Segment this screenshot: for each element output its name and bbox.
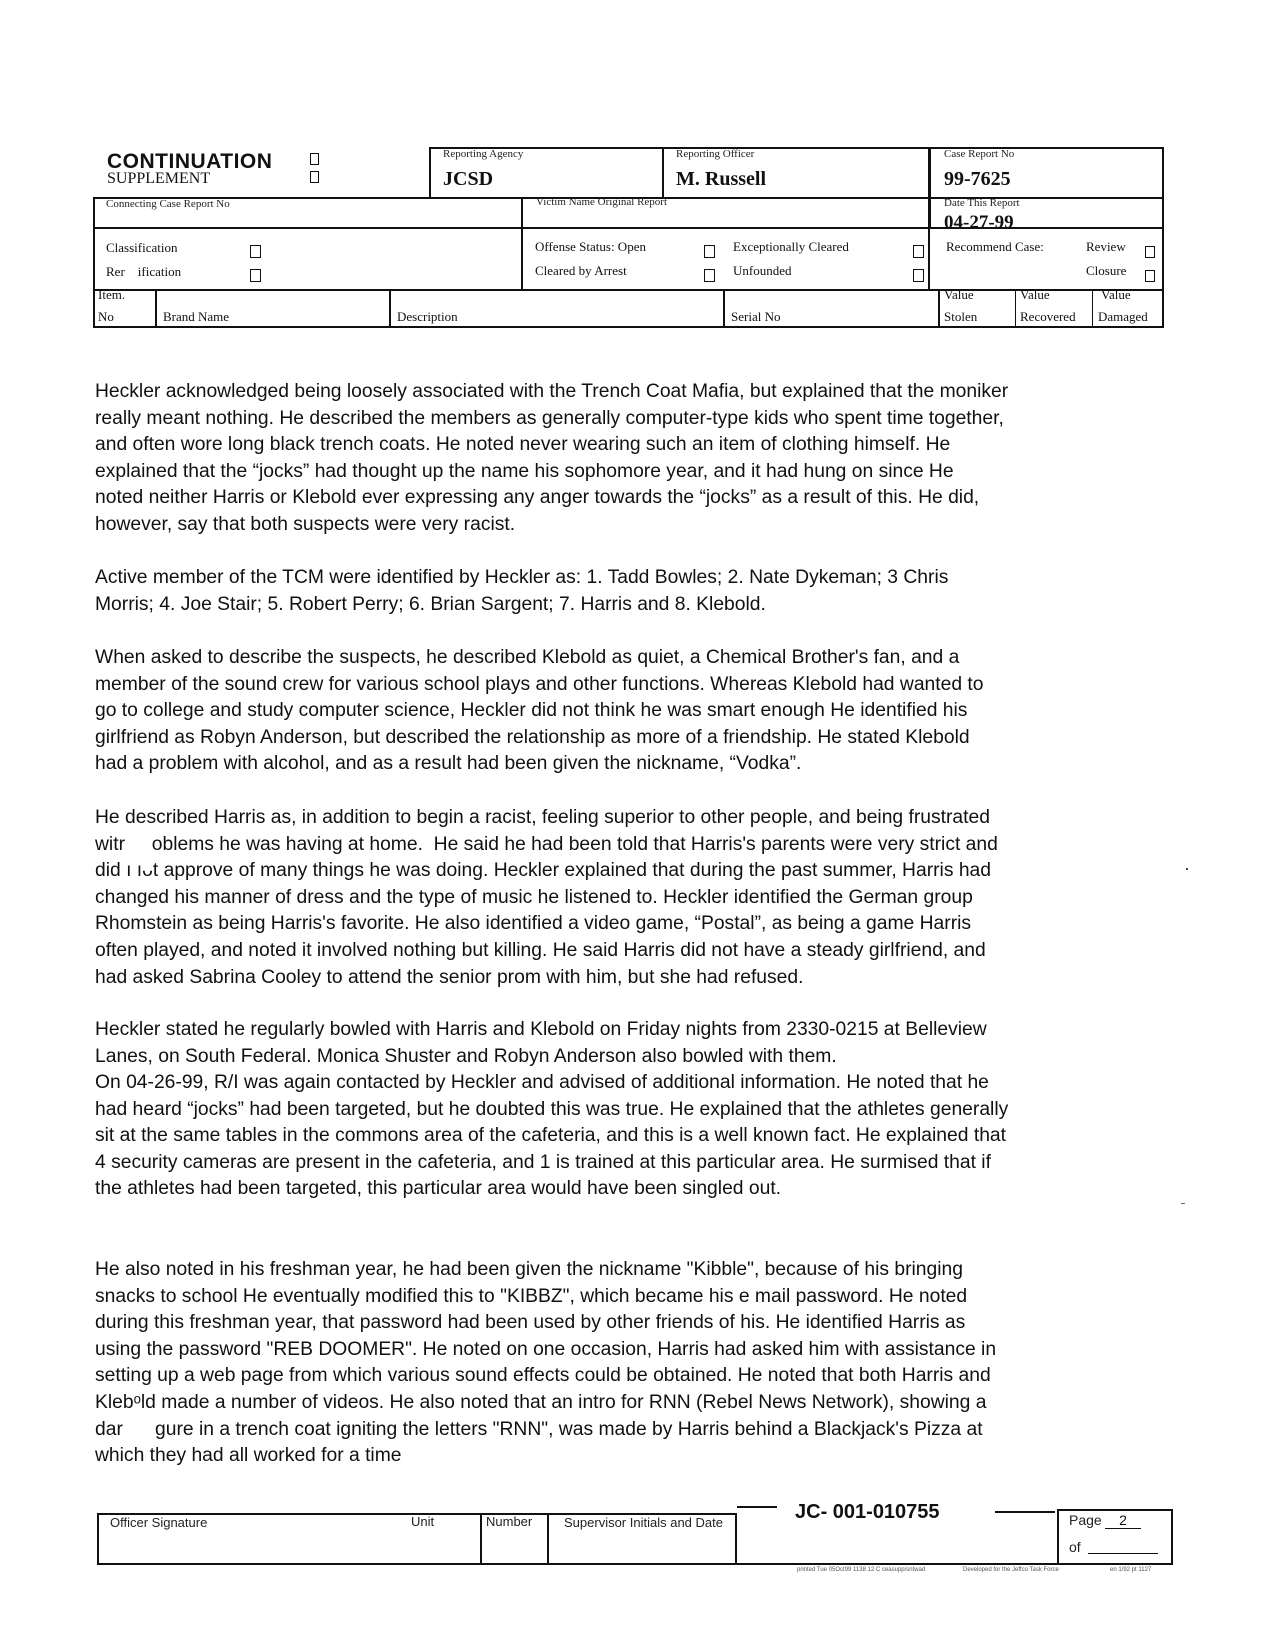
total-pages-field[interactable] bbox=[1088, 1553, 1158, 1554]
text-line: however, say that both suspects were very racist. bbox=[95, 513, 516, 535]
supplement-checkbox[interactable] bbox=[310, 171, 319, 183]
page-label: Page bbox=[1069, 1512, 1102, 1528]
connecting-case-label: Connecting Case Report No bbox=[106, 198, 230, 210]
text-line: really meant nothing. He described the members as generally computer-type kids who spent time together, bbox=[95, 407, 1004, 429]
unit-field[interactable] bbox=[405, 1535, 475, 1561]
col-item-no-line1: Item. bbox=[98, 287, 126, 302]
text-line: changed his manner of dress and the type of music he listened to. Heckler identified the German group bbox=[95, 886, 973, 908]
of-label: of bbox=[1069, 1539, 1081, 1555]
officer-signature-field[interactable] bbox=[100, 1535, 420, 1561]
supervisor-initials-field[interactable] bbox=[552, 1535, 732, 1561]
closure-label: Closure bbox=[1086, 263, 1127, 278]
text-line: Heckler stated he regularly bowled with Harris and Klebold on Friday nights from 2330-0215 at Belleview bbox=[95, 1019, 987, 1040]
text-line: On 04-26-99, R/I was again contacted by Heckler and advised of additional information. He noted that he bbox=[95, 1072, 989, 1093]
cleared-by-arrest-checkbox[interactable] bbox=[704, 269, 715, 282]
cleared-by-arrest-label: Cleared by Arrest bbox=[535, 263, 627, 278]
case-report-no-value: 99-7625 bbox=[944, 168, 1011, 190]
supervisor-initials-label: Supervisor Initials and Date bbox=[564, 1515, 723, 1530]
unfounded-label: Unfounded bbox=[733, 263, 792, 278]
text-line: and often wore long black trench coats. He noted never wearing such an item of clothing himself. He bbox=[95, 434, 951, 456]
date-this-report-label: Date This Report bbox=[944, 197, 1020, 209]
text-line: Rhomstein as being Harris's favorite. He also identified a video game, “Postal”, as being a game Harris bbox=[95, 913, 972, 935]
exceptionally-cleared-checkbox[interactable] bbox=[913, 245, 924, 258]
paragraph-tcm-association bbox=[95, 379, 1008, 539]
fine-print-printed: printed Tue 05Oct99 1138 12 C ceasupp/sntwad bbox=[797, 1567, 926, 1573]
text-line: during this freshman year, that password had been used by other friends of his. He identified Harris as bbox=[95, 1312, 966, 1334]
case-report-no-label: Case Report No bbox=[944, 148, 1015, 160]
text-line: He described Harris as, in addition to begin a racist, feeling superior to other people, and being frustrated bbox=[95, 807, 990, 828]
review-label: Review bbox=[1086, 239, 1126, 254]
classification-label: Classification bbox=[106, 240, 178, 255]
col-value-stolen-line1: Value bbox=[944, 287, 974, 302]
top-row-box bbox=[429, 147, 1164, 199]
offense-status-open-label: Offense Status: Open bbox=[535, 239, 646, 254]
offense-open-checkbox[interactable] bbox=[704, 245, 715, 258]
col-value-stolen-line2: Stolen bbox=[944, 309, 978, 324]
number-label: Number bbox=[486, 1514, 533, 1529]
exceptionally-cleared-label: Exceptionally Cleared bbox=[733, 239, 849, 254]
officer-signature-label: Officer Signature bbox=[110, 1515, 208, 1530]
text-line: go to college and study computer science, Heckler did not think he was smart enough He identified his bbox=[95, 700, 968, 722]
reclassification-label: Rer ification bbox=[106, 264, 182, 279]
reporting-officer-value: M. Russell bbox=[676, 168, 766, 190]
unfounded-checkbox[interactable] bbox=[913, 269, 924, 282]
text-line: noted neither Harris or Klebold ever expressing any anger towards the “jocks” as a result of this. He did, bbox=[95, 487, 980, 509]
paragraph-bowling bbox=[95, 1017, 987, 1070]
text-line: the athletes had been targeted, this particular area would have been singled out. bbox=[95, 1178, 782, 1200]
text-line: using the password "REB DOOMER". He noted on one occasion, Harris had asked him with assistance in bbox=[95, 1338, 997, 1360]
paragraph-additional-information bbox=[95, 1070, 1008, 1203]
text-line: which they had all worked for a time bbox=[95, 1445, 402, 1467]
text-line: often played, and noted it involved nothing but killing. He said Harris did not have a steady girlfriend, and bbox=[95, 939, 986, 961]
scan-speck bbox=[1186, 868, 1188, 870]
victim-name-label: Victim Name Original Report bbox=[536, 196, 668, 208]
col-description: Description bbox=[397, 309, 458, 324]
reporting-agency-label: Reporting Agency bbox=[443, 148, 524, 160]
reporting-officer-label: Reporting Officer bbox=[676, 148, 755, 160]
text-line: 4 security cameras are present in the cafeteria, and 1 is trained at this particular area. He surmised that if bbox=[95, 1151, 991, 1173]
col-item-no-line2: No bbox=[98, 309, 114, 324]
text-line: Heckler acknowledged being loosely associated with the Trench Coat Mafia, but explained that the moniker bbox=[95, 381, 1009, 402]
fine-print-revision: en 1/92 pt 1127 bbox=[1110, 1567, 1152, 1573]
col-value-recovered-line2: Recovered bbox=[1020, 309, 1076, 324]
text-line: had asked Sabrina Cooley to attend the senior prom with him, but she had refused. bbox=[95, 966, 804, 988]
text-line: Active member of the TCM were identified by Heckler as: 1. Tadd Bowles; 2. Nate Dykeman; 3 Chris bbox=[95, 567, 949, 588]
text-line: member of the sound crew for various school plays and other functions. Whereas Klebold had wanted to bbox=[95, 673, 984, 695]
col-serial-no: Serial No bbox=[731, 309, 781, 324]
text-line: girlfriend as Robyn Anderson, but described the relationship as more of a friendship. He stated Klebold bbox=[95, 726, 970, 748]
text-line: dar gure in a trench coat igniting the letters "RNN", was made by Harris behind a Blackjack's Pizza at bbox=[95, 1418, 983, 1440]
paragraph-klebold-description bbox=[95, 645, 984, 778]
text-line: witr oblems he was having at home. He said he had been told that Harris's parents were very strict and bbox=[95, 833, 998, 855]
review-checkbox[interactable] bbox=[1145, 246, 1155, 258]
text-line: did ı ıᴗt approve of many things he was doing. Heckler explained that during the past summer, Harris had bbox=[95, 860, 991, 882]
scan-speck bbox=[1181, 1203, 1185, 1204]
classification-checkbox[interactable] bbox=[250, 245, 261, 258]
text-line: When asked to describe the suspects, he described Klebold as quiet, a Chemical Brother's fan, and a bbox=[95, 647, 960, 668]
text-line: had a problem with alcohol, and as a result had been given the nickname, “Vodka”. bbox=[95, 753, 802, 775]
form-subtitle: SUPPLEMENT bbox=[107, 170, 211, 187]
text-line: setting up a web page from which various sound effects could be obtained. He noted that both Harris and bbox=[95, 1365, 991, 1387]
col-value-damaged-line1: Value bbox=[1101, 287, 1131, 302]
text-line: He also noted in his freshman year, he had been given the nickname "Kibble", because of his bringing bbox=[95, 1259, 963, 1280]
text-line: Lanes, on South Federal. Monica Shuster and Robyn Anderson also bowled with them. bbox=[95, 1045, 837, 1067]
reclassification-checkbox[interactable] bbox=[250, 269, 261, 282]
col-value-damaged-line2: Damaged bbox=[1098, 309, 1148, 324]
col-value-recovered-line1: Value bbox=[1020, 287, 1050, 302]
date-this-report-value: 04-27-99 bbox=[944, 212, 1014, 233]
continuation-checkbox[interactable] bbox=[310, 153, 319, 165]
text-line: had heard “jocks” had been targeted, but he doubted this was true. He explained that the athletes generally bbox=[95, 1098, 1009, 1120]
unit-label: Unit bbox=[411, 1514, 435, 1529]
text-line: sit at the same tables in the commons area of the cafeteria, and this is a well known fact. He explained that bbox=[95, 1125, 1006, 1147]
closure-checkbox[interactable] bbox=[1145, 270, 1155, 282]
form-title: CONTINUATION bbox=[107, 150, 273, 173]
recommend-case-label: Recommend Case: bbox=[946, 239, 1044, 254]
reporting-agency-value: JCSD bbox=[443, 168, 494, 190]
text-line: Morris; 4. Joe Stair; 5. Robert Perry; 6. Brian Sargent; 7. Harris and 8. Klebold. bbox=[95, 593, 766, 615]
paragraph-tcm-members bbox=[95, 565, 948, 618]
paragraph-harris-description bbox=[95, 805, 998, 991]
text-line: Klebᵒld made a number of videos. He also noted that an intro for RNN (Rebel News Network), showing a bbox=[95, 1391, 987, 1413]
paragraph-passwords-videos bbox=[95, 1257, 996, 1470]
bates-number: JC- 001-010755 bbox=[795, 1501, 940, 1523]
fine-print-developed: Developed for the Jeffco Task Force bbox=[963, 1567, 1059, 1573]
page-number-value: 2 bbox=[1105, 1512, 1141, 1529]
text-line: explained that the “jocks” had thought up the name his sophomore year, and it had hung on since He bbox=[95, 460, 954, 482]
col-brand-name: Brand Name bbox=[163, 309, 230, 324]
number-field[interactable] bbox=[484, 1535, 544, 1561]
text-line: snacks to school He eventually modified this to "KIBBZ", which became his e mail password. He noted bbox=[95, 1285, 968, 1307]
